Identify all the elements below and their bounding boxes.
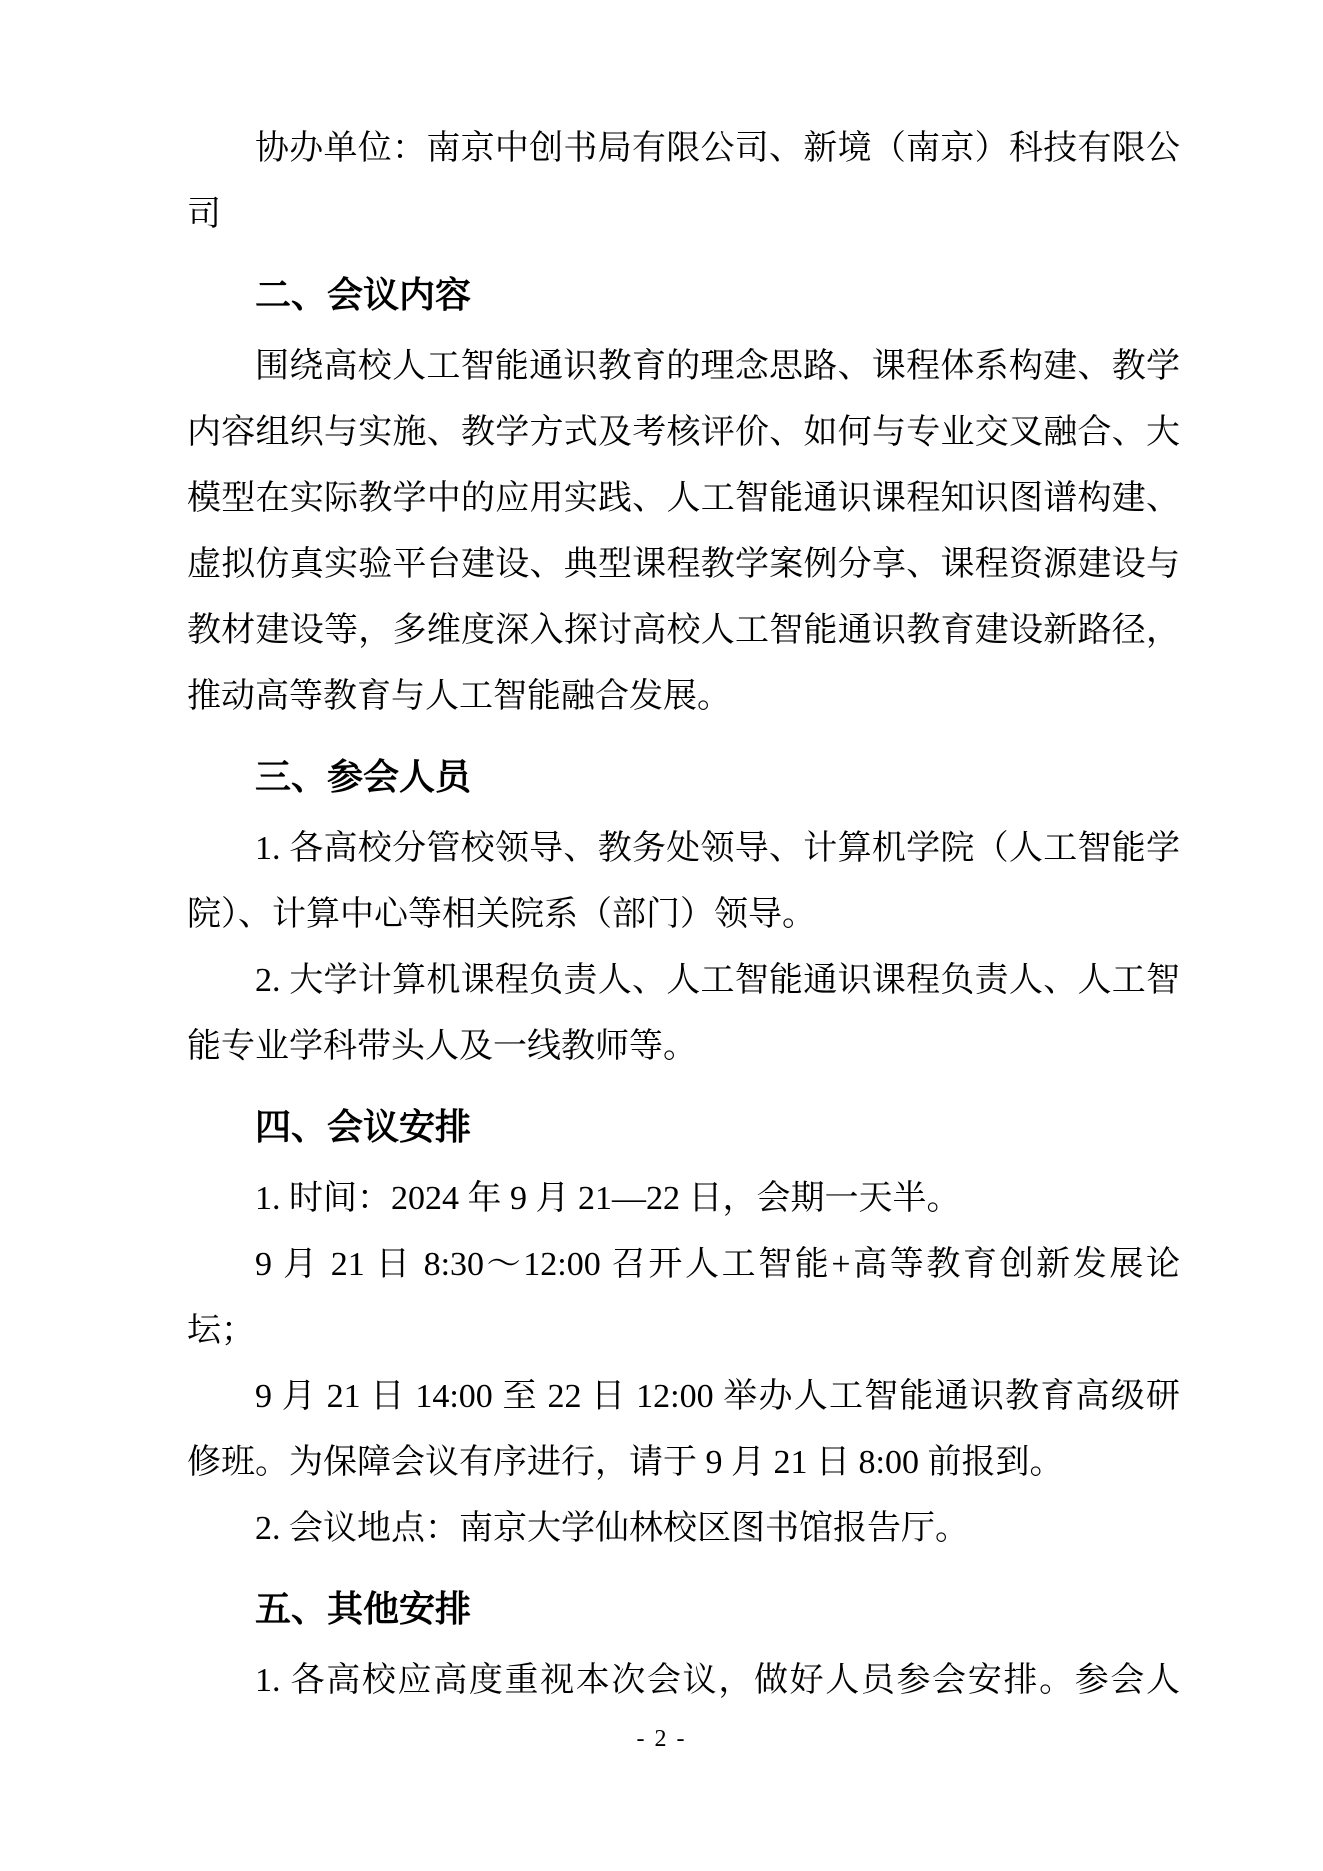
body-line: 虚拟仿真实验平台建设、典型课程教学案例分享、课程资源建设与 bbox=[187, 546, 1180, 583]
document-content bbox=[187, 116, 1180, 1714]
section-heading: 二、会议内容 bbox=[255, 274, 472, 315]
body-line: 推动高等教育与人工智能融合发展。 bbox=[187, 678, 731, 715]
body-line: 2. 大学计算机课程负责人、人工智能通识课程负责人、人工智 bbox=[255, 962, 1180, 999]
body-line: 能专业学科带头人及一线教师等。 bbox=[187, 1028, 697, 1065]
section-heading: 四、会议安排 bbox=[255, 1106, 472, 1147]
page-number: - 2 - bbox=[636, 1726, 687, 1752]
body-line: 司 bbox=[187, 196, 221, 233]
section-heading: 五、其他安排 bbox=[255, 1588, 472, 1629]
body-line: 坛； bbox=[187, 1312, 255, 1349]
body-line: 9 月 21 日 8:30～12:00 召开人工智能+高等教育创新发展论 bbox=[255, 1246, 1180, 1283]
body-line: 修班。为保障会议有序进行，请于 9 月 21 日 8:00 前报到。 bbox=[187, 1444, 1064, 1481]
body-line: 教材建设等，多维度深入探讨高校人工智能通识教育建设新路径， bbox=[187, 612, 1180, 649]
page-footer bbox=[0, 1726, 1323, 1753]
body-line: 模型在实际教学中的应用实践、人工智能通识课程知识图谱构建、 bbox=[187, 480, 1180, 517]
body-line: 9 月 21 日 14:00 至 22 日 12:00 举办人工智能通识教育高级研 bbox=[255, 1378, 1180, 1415]
body-line: 1. 各高校分管校领导、教务处领导、计算机学院（人工智能学 bbox=[255, 830, 1180, 867]
section-heading: 三、参会人员 bbox=[255, 756, 472, 797]
body-line: 协办单位：南京中创书局有限公司、新境（南京）科技有限公 bbox=[255, 130, 1180, 167]
body-line: 围绕高校人工智能通识教育的理念思路、课程体系构建、教学 bbox=[255, 348, 1180, 385]
body-line: 内容组织与实施、教学方式及考核评价、如何与专业交叉融合、大 bbox=[187, 414, 1180, 451]
body-line: 1. 各高校应高度重视本次会议，做好人员参会安排。参会人 bbox=[255, 1662, 1180, 1699]
body-line: 2. 会议地点：南京大学仙林校区图书馆报告厅。 bbox=[255, 1510, 969, 1547]
body-line: 院）、计算中心等相关院系（部门）领导。 bbox=[187, 896, 816, 933]
body-line: 1. 时间：2024 年 9 月 21—22 日，会期一天半。 bbox=[255, 1180, 961, 1217]
